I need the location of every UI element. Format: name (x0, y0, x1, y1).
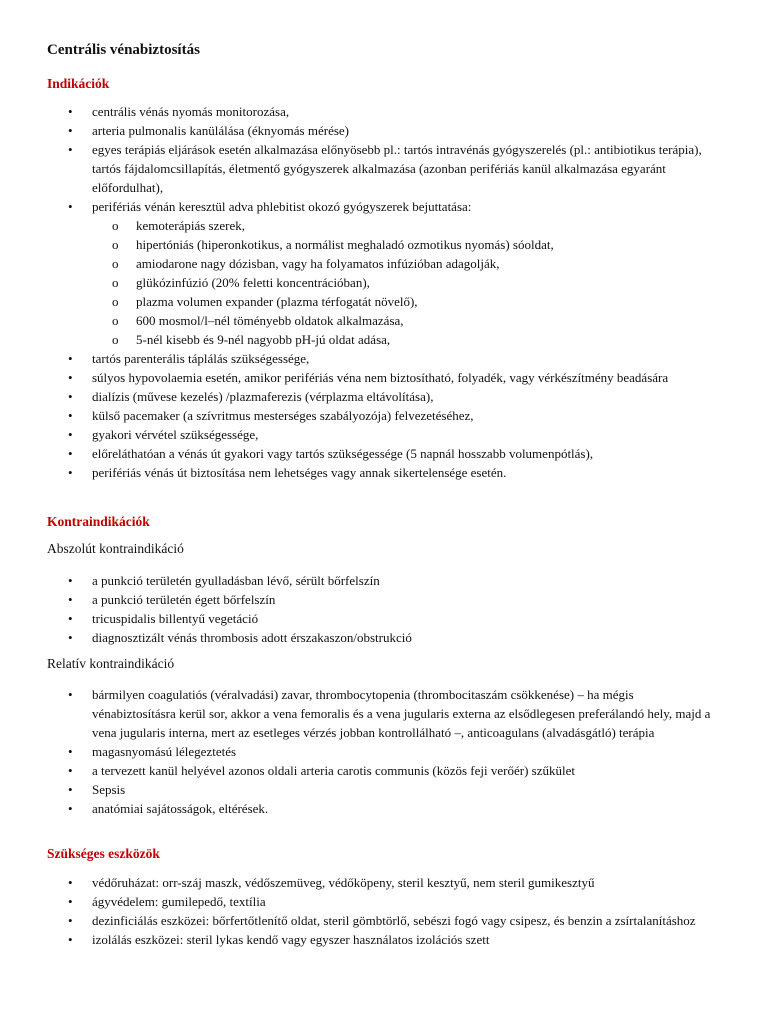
absolute-contraindication-label: Abszolút kontraindikáció (47, 541, 184, 556)
list-item: • perifériás vénán keresztül adva phlebitist okozó gyógyszerek bejuttatása: (68, 197, 718, 216)
absolute-contraindication-list (68, 571, 718, 647)
list-item: • diagnosztizált vénás thrombosis adott érszakaszon/obstrukció (68, 628, 718, 647)
list-item: • perifériás vénás út biztosítása nem lehetséges vagy annak sikertelensége esetén. (68, 463, 718, 482)
list-item: • védőruházat: orr-száj maszk, védőszemüveg, védőköpeny, steril kesztyű, nem steril gumikesztyű (68, 873, 718, 892)
equipment-list (68, 873, 718, 949)
list-item: • centrális vénás nyomás monitorozása, (68, 102, 718, 121)
list-item: • tartós parenterális táplálás szükségessége, (68, 349, 718, 368)
list-item: • magasnyomású lélegeztetés (68, 742, 718, 761)
list-item: • dezinficiálás eszközei: bőrfertőtlenítő oldat, steril gömbtörlő, sebészi fogó vagy csipesz, és benzin a zsírtalanításhoz (68, 911, 718, 930)
list-item: • gyakori vérvétel szükségessége, (68, 425, 718, 444)
list-item: • Sepsis (68, 780, 718, 799)
list-item: • dialízis (művese kezelés) /plazmaferezis (vérplazma eltávolítása), (68, 387, 718, 406)
sub-list-item: o 600 mosmol/l–nél töményebb oldatok alkalmazása, (68, 311, 718, 330)
sub-list-item: o kemoterápiás szerek, (68, 216, 718, 235)
list-item: • izolálás eszközei: steril lykas kendő vagy egyszer használatos izolációs szett (68, 930, 718, 949)
list-item: • súlyos hypovolaemia esetén, amikor perifériás véna nem biztosítható, folyadék, vagy vérkészítmény beadására (68, 368, 718, 387)
list-item: • előreláthatóan a vénás út gyakori vagy tartós szükségessége (5 napnál hosszabb volumenpótlás), (68, 444, 718, 463)
indications-heading: Indikációk (47, 76, 110, 91)
list-item: • a punkció területén égett bőrfelszín (68, 590, 718, 609)
relative-contraindication-list (68, 685, 718, 818)
list-item: • tricuspidalis billentyű vegetáció (68, 609, 718, 628)
sub-list-item: o amiodarone nagy dózisban, vagy ha folyamatos infúzióban adagolják, (68, 254, 718, 273)
list-item: • a tervezett kanül helyével azonos oldali arteria carotis communis (közös feji verőér) szűkület (68, 761, 718, 780)
list-item: • arteria pulmonalis kanülálása (éknyomás mérése) (68, 121, 718, 140)
sub-list-item: o 5-nél kisebb és 9-nél nagyobb pH-jú oldat adása, (68, 330, 718, 349)
list-item: • a punkció területén gyulladásban lévő, sérült bőrfelszín (68, 571, 718, 590)
list-item: • bármilyen coagulatiós (véralvadási) zavar, thrombocytopenia (thrombocitaszám csökkenése) – ha mégis vénabiztosításra kerül sor, akkor a vena femoralis és a vena jugularis externa az elsődlegesen preferálandó hely, majd a vena jugularis interna, mert az esetleges vérzés jobban kontrollálható –, anticoagulans (alvadásgátló) terápia (68, 685, 718, 742)
sub-list-item: o plazma volumen expander (plazma térfogatát növelő), (68, 292, 718, 311)
list-item: • anatómiai sajátosságok, eltérések. (68, 799, 718, 818)
sub-list-item: o glükózinfúzió (20% feletti koncentrációban), (68, 273, 718, 292)
list-item: • ágyvédelem: gumilepedő, textília (68, 892, 718, 911)
equipment-heading: Szükséges eszközök (47, 846, 160, 861)
sub-list-item: o hipertóniás (hiperonkotikus, a normálist meghaladó ozmotikus nyomás) sóoldat, (68, 235, 718, 254)
list-item: • egyes terápiás eljárások esetén alkalmazása előnyösebb pl.: tartós intravénás gyógyszerelés (pl.: antibiotikus terápia), tartós fájdalomcsillapítás, életmentő gyógyszerek alkalmazása (azonban perifériás kanül alkalmazása egyaránt előfordulhat), (68, 140, 718, 197)
list-item: • külső pacemaker (a szívritmus mesterséges szabályozója) felvezetéséhez, (68, 406, 718, 425)
indications-list (68, 102, 718, 482)
relative-contraindication-label: Relatív kontraindikáció (47, 656, 175, 671)
contraindications-heading: Kontraindikációk (47, 514, 150, 529)
document-title: Centrális vénabiztosítás (47, 42, 200, 58)
